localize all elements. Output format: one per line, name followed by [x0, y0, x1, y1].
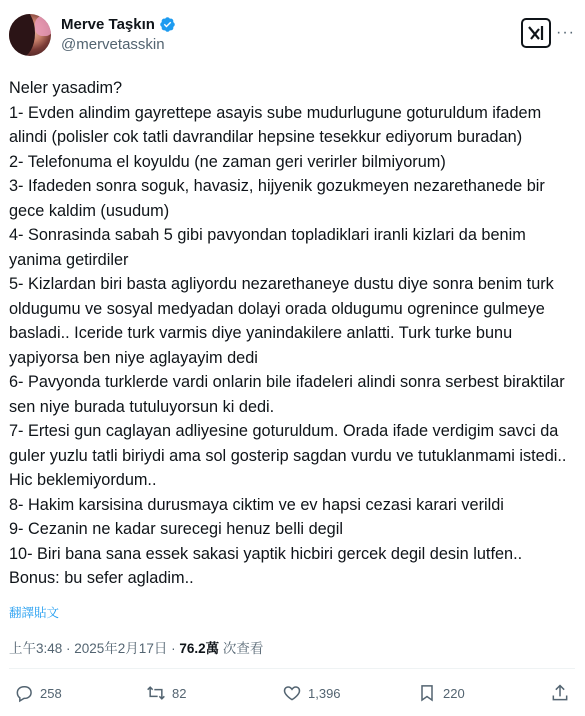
tweet-line: 7- Ertesi gun caglayan adliyesine goturuldum. Orada ifade verdigim savci da guler yuzlu tatli biriydi ama sol gosterip sagdan vurdu ve tutuklanmami istedi.. Hic beklemiyordum..: [9, 422, 567, 489]
bookmark-button[interactable]: [417, 683, 465, 703]
divider: [9, 668, 575, 669]
like-button[interactable]: [282, 683, 341, 703]
views-label: 次查看: [219, 641, 264, 656]
share-button[interactable]: [550, 683, 570, 703]
tweet-line: 8- Hakim karsisina durusmaya ciktim ve ev hapsi cezasi karari verildi: [9, 495, 504, 514]
x-grok-icon[interactable]: [521, 18, 551, 48]
tweet-line: 1- Evden alindim gayrettepe asayis sube mudurlugune goturuldum ifadem alindi (polisler cok tatli davrandilar hepsine tesekkur ediyorum buradan): [9, 103, 542, 146]
bookmark-count: 220: [443, 685, 465, 701]
author-info: [61, 16, 176, 53]
reply-button[interactable]: [14, 683, 62, 703]
repost-icon: [146, 683, 166, 703]
author-name[interactable]: Merve Taşkın: [61, 16, 155, 33]
verified-badge-icon: [159, 16, 176, 33]
bookmark-icon: [417, 683, 437, 703]
like-count: 1,396: [308, 685, 341, 701]
action-bar: [0, 683, 585, 709]
tweet-line: 9- Cezanin ne kadar surecegi henuz belli degil: [9, 520, 343, 538]
reply-count: 258: [40, 685, 62, 701]
tweet-line: 6- Pavyonda turklerde vardi onlarin bile ifadeleri alindi sonra serbest biraktilar sen niye burada tutuluyorsun ki dedi.: [9, 373, 565, 416]
translate-post-link[interactable]: 翻譯貼文: [9, 606, 60, 620]
tweet-line: 2- Telefonuma el koyuldu (ne zaman geri verirler bilmiyorum): [9, 152, 446, 171]
tweet-line: Neler yasadim?: [9, 79, 123, 97]
tweet-line: 5- Kizlardan biri basta agliyordu nezarethaneye dustu diye sonra benim turk oldugumu ve sosyal medyadan dolayi orada oldugumu ogrenince gulmeye basladi.. Iceride turk varmis diye yanindakilere anlatti. Turk turke bunu yapiyorsa ben niye aglayayim dedi: [9, 275, 554, 367]
repost-count: 82: [172, 685, 187, 701]
avatar[interactable]: [9, 14, 51, 56]
reply-icon: [14, 683, 34, 703]
tweet-timestamp[interactable]: 上午3:48 · 2025年2月17日 ·: [9, 641, 180, 656]
tweet-header: [9, 14, 575, 60]
tweet-line: 4- Sonrasinda sabah 5 gibi pavyondan topladiklari iranli kizlari da benim yanima getirdiler: [9, 226, 526, 269]
tweet-line: 3- Ifadeden sonra soguk, havasiz, hijyenik gozukmeyen nezarethanede bir gece kaldim (usudum): [9, 177, 545, 220]
tweet-text: [9, 76, 577, 591]
tweet-line: 10- Biri bana sana essek sakasi yaptik hicbiri gercek degil desin lutfen..: [9, 544, 523, 563]
tweet-meta: [9, 637, 263, 657]
like-icon: [282, 683, 302, 703]
share-icon: [550, 683, 570, 703]
more-icon[interactable]: ···: [556, 24, 575, 41]
repost-button[interactable]: [146, 683, 186, 703]
author-handle[interactable]: @mervetasskin: [61, 36, 165, 53]
view-count: 76.2萬: [179, 641, 220, 656]
tweet-line: Bonus: bu sefer agladim..: [9, 569, 194, 587]
